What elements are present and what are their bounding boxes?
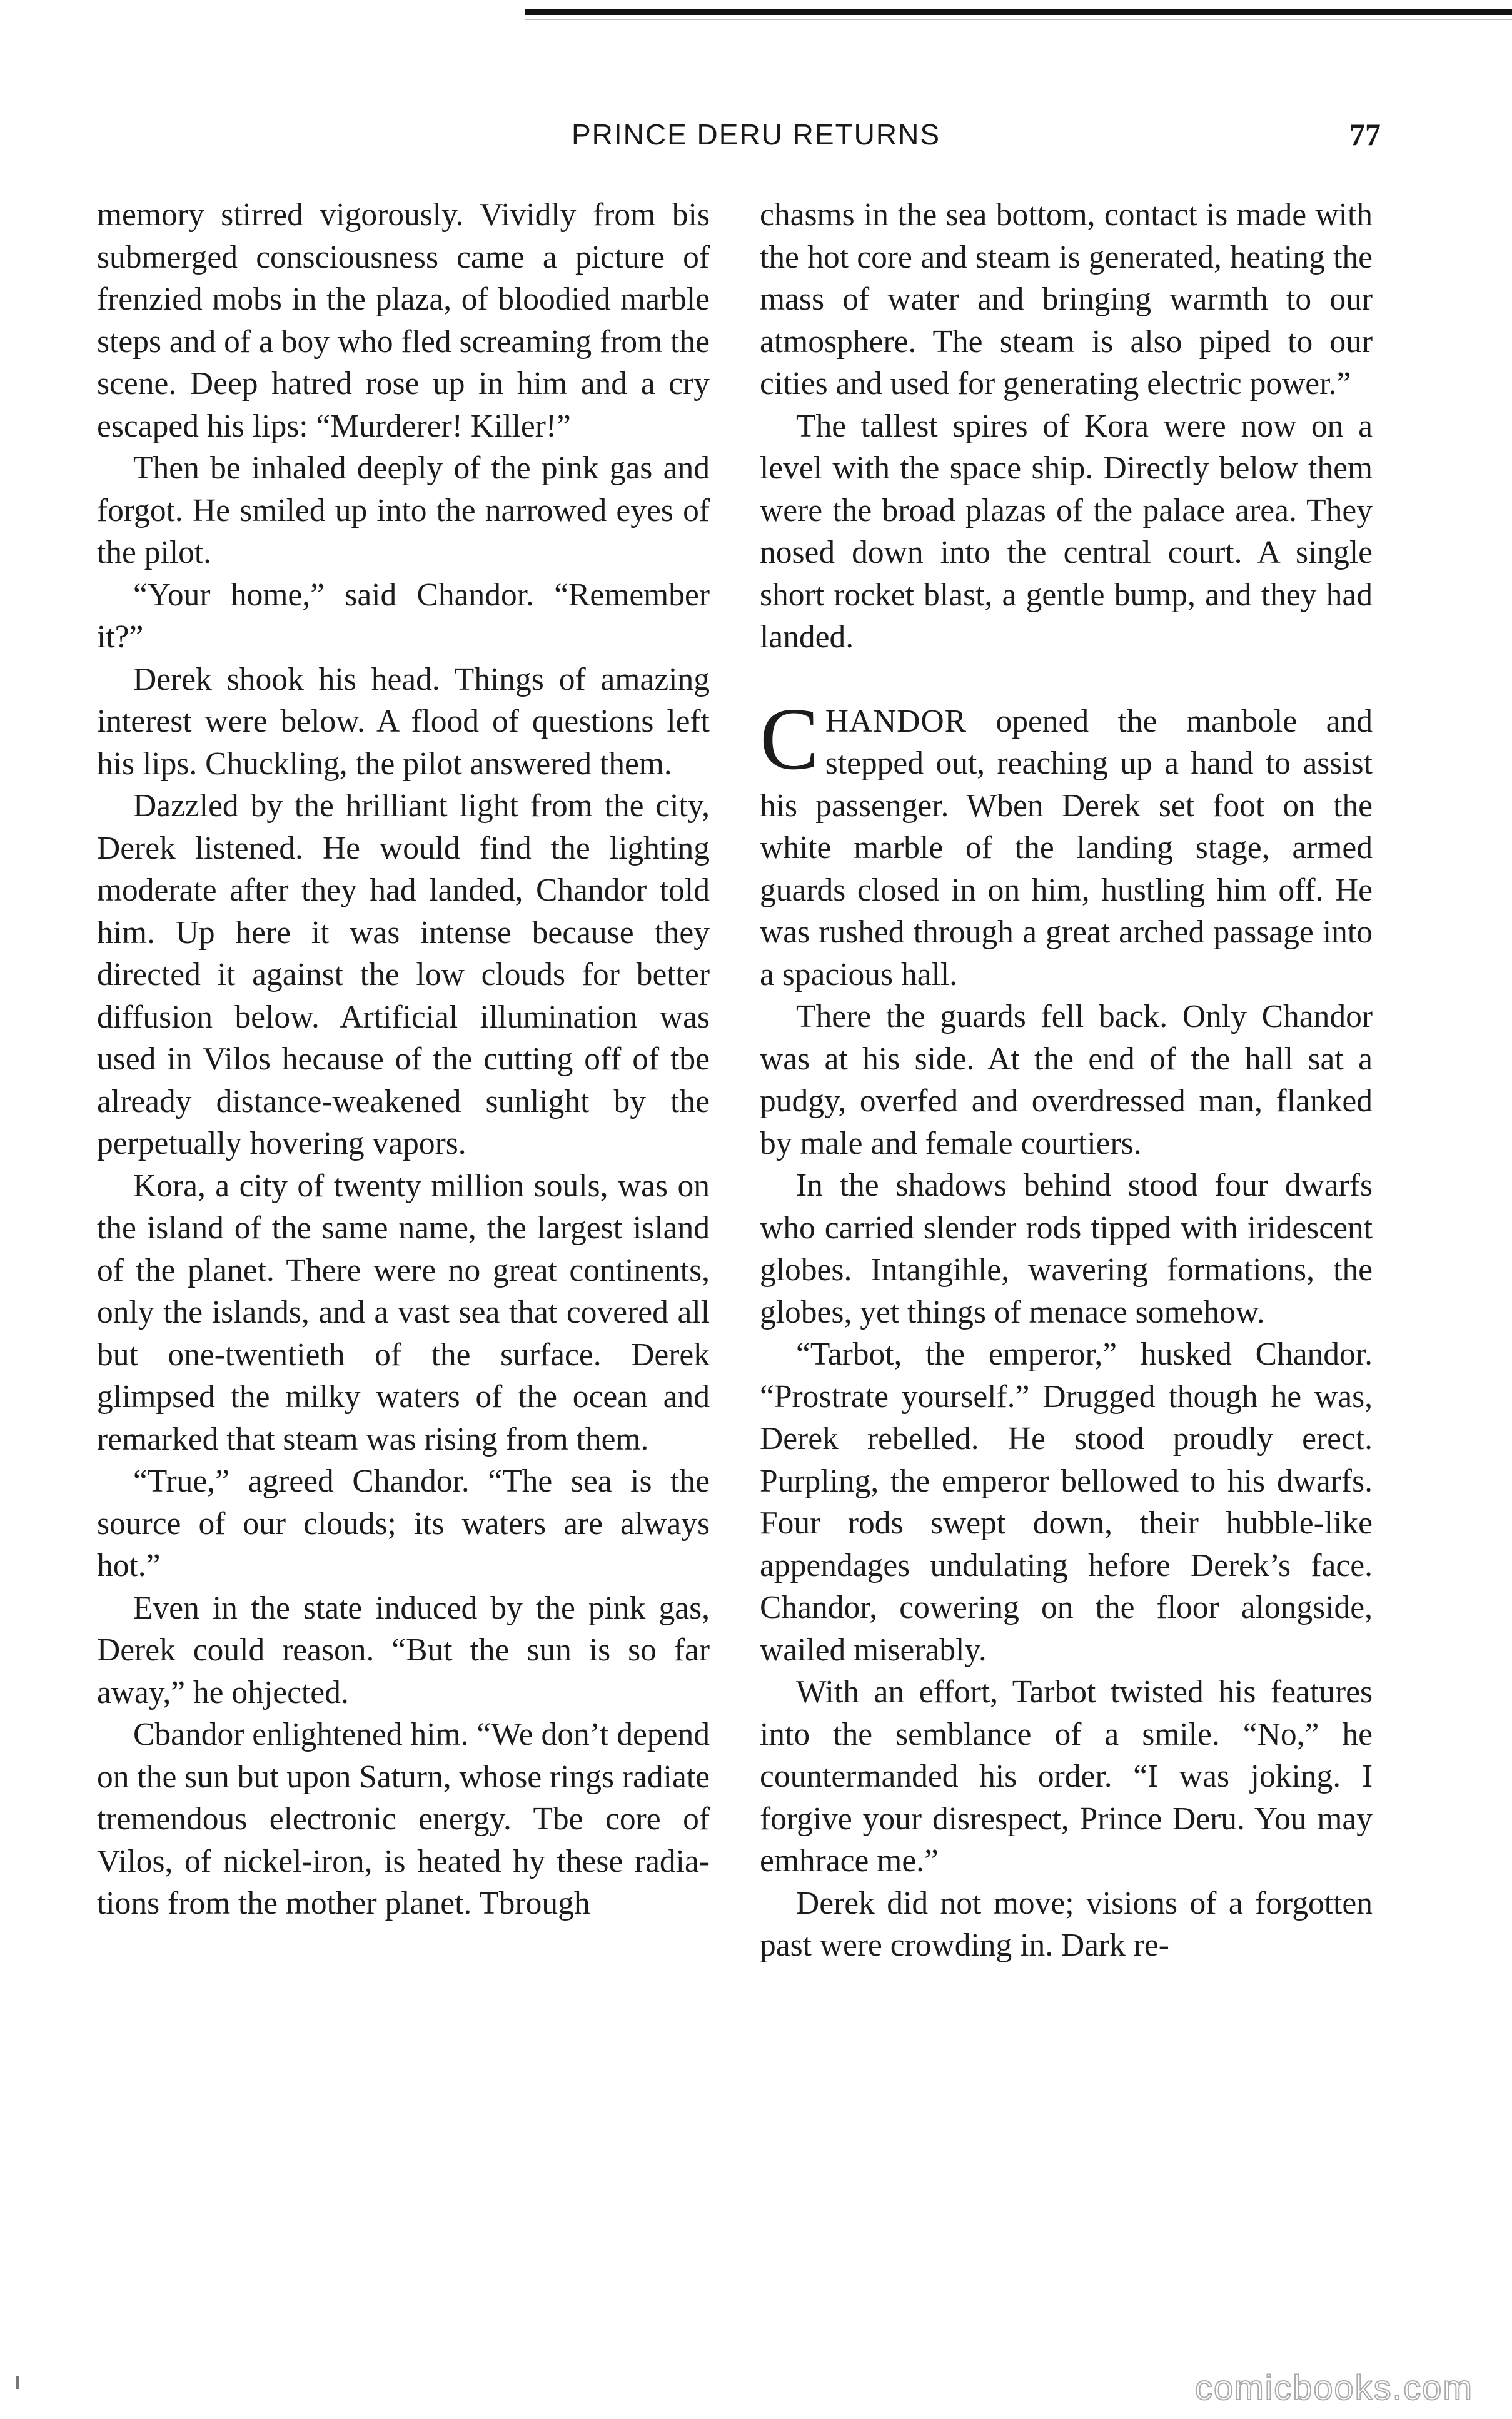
- paragraph: Kora, a city of twenty million souls, was on the island of the same name, the largest island of the planet. There were no great continents, only the islands, and a vast sea that covered all but one-twentieth of the surface. Derek glimpsed the milky waters of the ocean and remarked that steam was rising from them.: [97, 1168, 710, 1457]
- drop-cap-paragraph: [760, 689, 1373, 996]
- paragraph: Even in the state induced by the pink gas, Derek could reason. “But the sun is so far away,” he ohjected.: [97, 1590, 710, 1710]
- paragraph: In the shadows behind stood four dwarfs who carried slender rods tipped with iridescent globes. Intangihle, wavering formations, the globes, yet things of menace somehow.: [760, 1168, 1373, 1330]
- paragraph: With an effort, Tarbot twisted his features into the semblance of a smile. “No,” he countermanded his order. “I was joking. I forgive your disrespect, Prince Deru. You may emhrace me.”: [760, 1674, 1373, 1879]
- paragraph: “True,” agreed Chandor. “The sea is the source of our clouds; its waters are always hot.”: [97, 1463, 710, 1583]
- page-number: 77: [1349, 117, 1381, 152]
- paragraph: The tallest spires of Kora were now on a level with the space ship. Directly below them were the broad plazas of the palace area. They nosed down into the central court. A single short rocket blast, a gentle bump, and they had landed.: [760, 408, 1373, 655]
- running-header: [0, 113, 1512, 156]
- watermark: comicbooks.com: [1194, 2368, 1473, 2407]
- drop-cap-letter: C: [760, 689, 819, 788]
- top-border-shadow: [525, 19, 1512, 20]
- running-title: PRINCE DERU RETURNS: [571, 118, 941, 151]
- section-break: [760, 659, 1373, 700]
- drop-cap-lead-word: HANDOR: [825, 703, 967, 739]
- paragraph: memory stirred vigorously. Vividly from bis submerged consciousness came a picture of frenzied mobs in the plaza, of bloodied marble steps and of a boy who fled screaming from the scene. Deep hatred rose up in him and a cry escaped his lips: “Murderer! Killer!”: [97, 197, 710, 444]
- drop-cap-paragraph-text: opened the manbole and stepped out, reaching up a hand to assist his passenger. Wben Derek set foot on the white marble of the landing stage, armed guards closed in on him, hustling him off. He was rushed through a great arched passage into a spacious hall.: [760, 703, 1373, 992]
- right-text-column: [760, 194, 1373, 1967]
- scan-margin-mark: [16, 2376, 19, 2389]
- paragraph: There the guards fell back. Only Chandor was at his side. At the end of the hall sat a pudgy, overfed and overdressed man, flanked by male and female courtiers.: [760, 999, 1373, 1161]
- top-border-rule: [525, 9, 1512, 15]
- paragraph: Derek did not move; visions of a forgotten past were crowding in. Dark re-: [760, 1885, 1373, 1963]
- paragraph: “Tarbot, the emperor,” husked Chandor. “Prostrate yourself.” Drugged though he was, Derek rebelled. He stood proudly erect. Purpling, the emperor bellowed to his dwarfs. Four rods swept down, their hubble-like appendages undulating hefore Derek’s face. Chandor, cowering on the floor alongside, wailed miserably.: [760, 1336, 1373, 1668]
- paragraph: Dazzled by the hrilliant light from the city, Derek listened. He would find the lighting moderate after they had landed, Chandor told him. Up here it was intense because they directed it against the low clouds for better diffusion below. Artificial illumination was used in Vilos hecause of the cutting off of tbe already distance-weakened sunlight by the perpetually hovering vapors.: [97, 788, 710, 1161]
- paragraph: Cbandor enlightened him. “We don’t depend on the sun but upon Saturn, whose rings radiate tremendous electronic energy. Tbe core of Vilos, of nickel-iron, is heated hy these radiations from the mother planet. Tbrough: [97, 1717, 710, 1921]
- paragraph: Derek shook his head. Things of amazing interest were below. A flood of questions left his lips. Chuckling, the pilot answered them.: [97, 661, 710, 782]
- paragraph: chasms in the sea bottom, contact is made with the hot core and steam is generated, heating the mass of water and bringing warmth to our atmosphere. The steam is also piped to our cities and used for generating electric power.”: [760, 197, 1373, 401]
- paragraph: Then be inhaled deeply of the pink gas and forgot. He smiled up into the narrowed eyes of the pilot.: [97, 450, 710, 570]
- left-text-column: [97, 194, 710, 1925]
- paragraph: “Your home,” said Chandor. “Remember it?”: [97, 577, 710, 655]
